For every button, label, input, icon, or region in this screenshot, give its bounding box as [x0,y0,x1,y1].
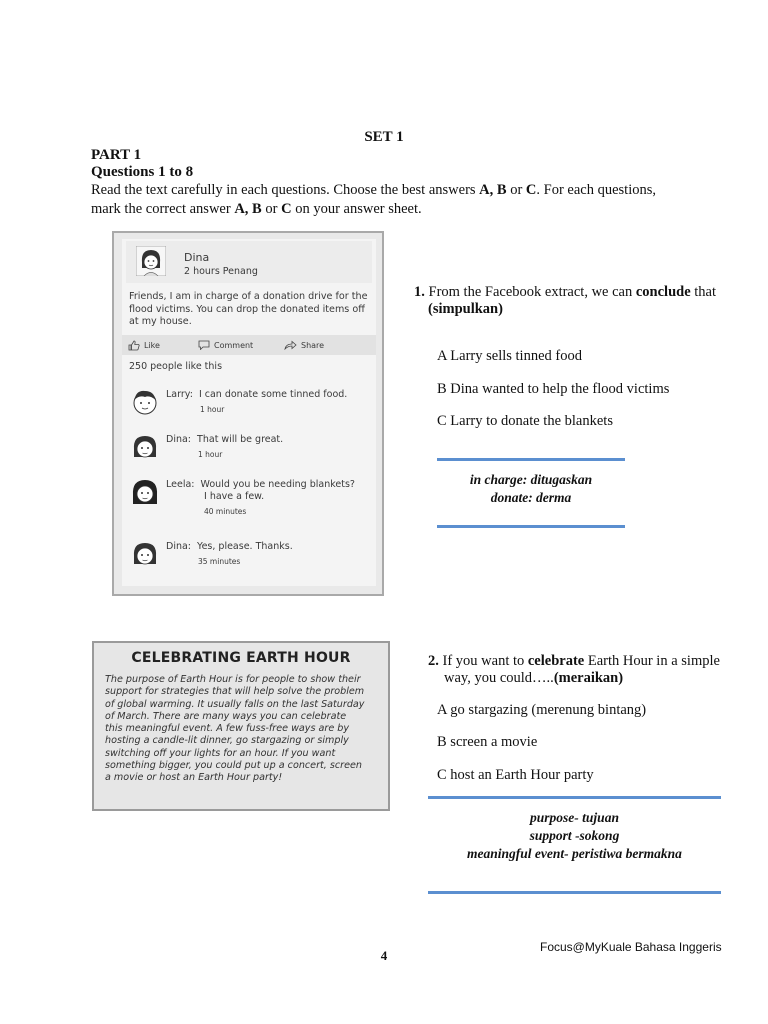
comment-time: 40 minutes [204,507,247,516]
vocabulary-box: in charge: ditugaskan donate: derma [469,472,593,505]
comment-time: 35 minutes [198,557,241,566]
comment-text: Dina: Yes, please. Thanks. [166,541,293,552]
post-text: Friends, I am in charge of a donation drive for the flood victims. You can drop the donated items off at my house. [129,291,368,327]
divider [437,525,625,528]
post-header [126,241,372,283]
like-button: Like [128,340,160,351]
comment-button: Comment [198,340,253,350]
post-author: Dina [184,251,210,264]
vocabulary-box: purpose- tujuan support -sokong meaningful event- peristiwa bermakna [467,810,682,861]
question-1-option-c: C Larry to donate the blankets [437,413,613,429]
article-body: The purpose of Earth Hour is for people to show their support for strategies that will help solve the problem of global warming. It usually falls on the last Saturday of March. There are many ways you can celebrate this meaningful event. A few fuss-free ways are by hosting a candle-lit dinner, go stargazing or simply switching off your lights for an hour. If you want something bigger, you could put up a concert, screen a movie or host an Earth Hour party! [105,674,365,784]
comment-time: 1 hour [198,450,223,459]
instructions: Read the text carefully in each questions. Choose the best answers A, B or C. For each questions, mark the correct answer A, B or C on your answer sheet. [91,182,657,217]
comment-text: Dina: That will be great. [166,434,284,445]
post-time: 2 hours Penang [184,266,258,277]
leela-avatar-icon [130,477,160,507]
dina-avatar-icon [136,246,166,276]
thumbs-up-icon [128,340,140,351]
question-2-option-a: A go stargazing (merenung bintang) [437,702,647,718]
part-heading: PART 1 [91,147,142,163]
question-1-option-b: B Dina wanted to help the flood victims [437,381,670,397]
divider [437,458,625,461]
publisher-brand: Focus@MyKuale Bahasa Inggeris [540,940,722,954]
facebook-extract [112,231,384,596]
share-arrow-icon [284,340,297,350]
question-2: 2. If you want to celebrate Earth Hour in a simple way, you could…..(meraikan) [428,653,720,686]
question-1-option-a: A Larry sells tinned food [437,348,582,364]
likes-count: 250 people like this [129,361,223,372]
set-title: SET 1 [364,129,404,145]
share-button: Share [284,340,324,350]
larry-avatar-icon [130,387,160,417]
comment-bubble-icon [198,340,210,350]
question-1: 1. From the Facebook extract, we can conclude that (simpulkan) [414,284,717,317]
question-2-option-b: B screen a movie [437,734,538,750]
comment-time: 1 hour [200,405,225,414]
divider [428,891,721,894]
comment-text: Larry: I can donate some tinned food. [166,389,348,400]
divider [428,796,721,799]
dina-avatar-icon [130,539,160,569]
question-2-option-c: C host an Earth Hour party [437,767,594,783]
dina-avatar-icon [130,432,160,462]
earth-hour-article [92,641,390,811]
comment-text: Leela: Would you be needing blankets? I have a few. [166,479,355,502]
questions-range: Questions 1 to 8 [91,164,194,180]
post-actions [122,335,376,355]
page-number: 4 [380,948,388,963]
article-title: CELEBRATING EARTH HOUR [131,650,351,666]
